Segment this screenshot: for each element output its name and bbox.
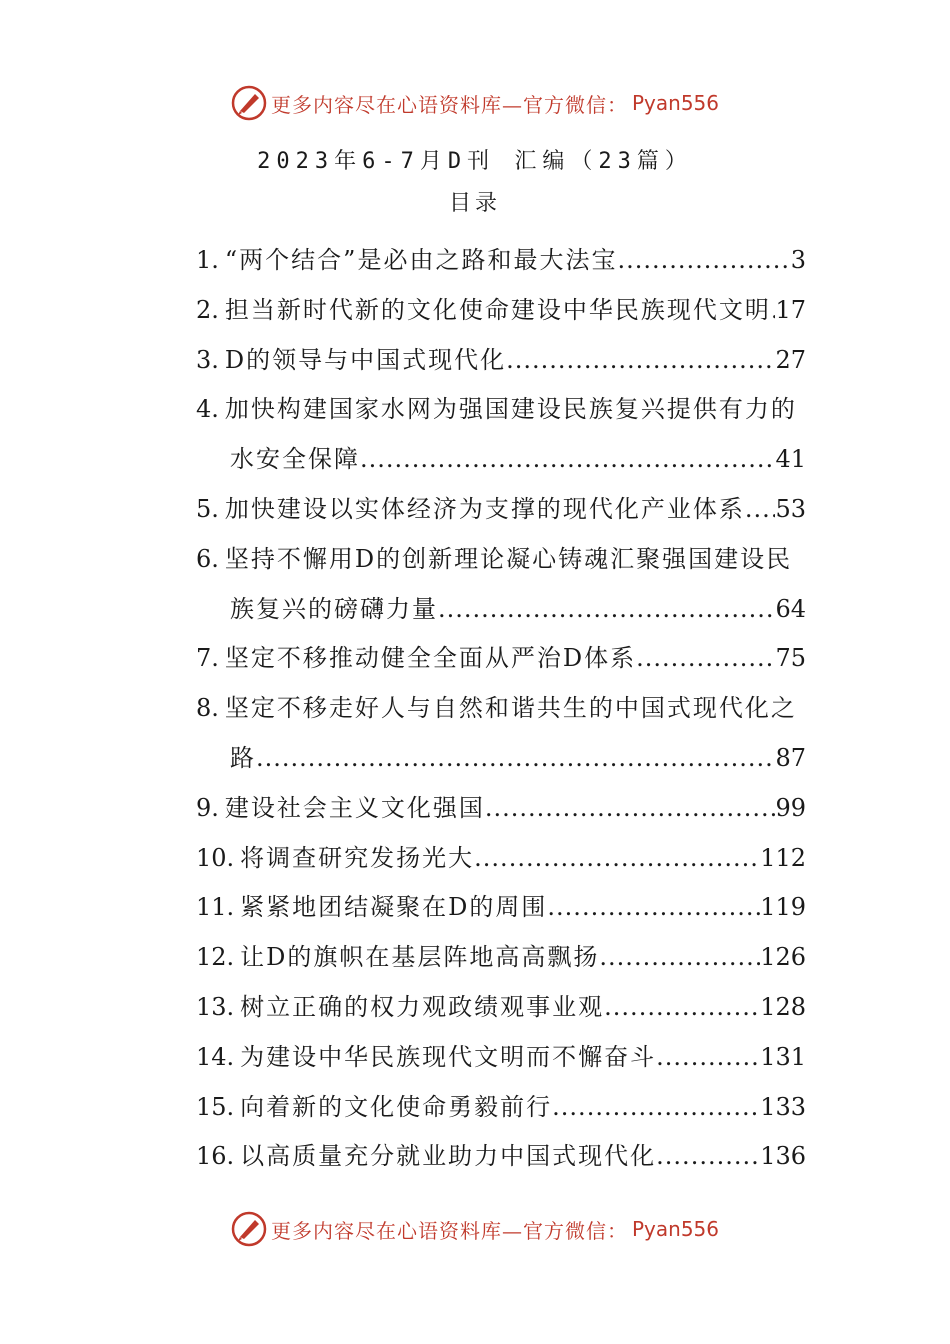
toc-item-page-number: 99 — [775, 793, 806, 822]
toc-item[interactable] — [196, 1083, 806, 1133]
toc-item[interactable] — [196, 535, 806, 585]
toc-item-number: 10. — [196, 843, 235, 872]
toc-item-number: 4. — [196, 395, 219, 424]
toc-item-title: 树立正确的权力观政绩观事业观 — [240, 992, 605, 1021]
toc-dot-leader — [656, 1132, 760, 1182]
toc-item-number: 16. — [196, 1142, 235, 1171]
toc-item-number: 12. — [196, 943, 235, 972]
toc-item-title: 坚持不懈用D的创新理论凝心铸魂汇聚强国建设民 — [224, 544, 793, 573]
toc-dot-leader — [636, 634, 775, 684]
header-watermark — [0, 84, 950, 122]
toc-item-page-number: 27 — [775, 345, 806, 374]
toc-heading: 目录 — [448, 191, 501, 216]
toc-item[interactable] — [196, 734, 806, 784]
toc-item[interactable] — [196, 385, 806, 435]
toc-item-page-number: 64 — [775, 594, 806, 623]
toc-dot-leader — [552, 1083, 760, 1133]
toc-dot-leader — [485, 784, 776, 834]
toc-item-title: “两个结合”是必由之路和最大法宝 — [224, 246, 618, 274]
toc-item-number: 13. — [196, 992, 235, 1021]
toc-item-number: 3. — [196, 345, 219, 374]
toc-item-title: 坚定不移走好人与自然和谐共生的中国式现代化之 — [224, 694, 797, 723]
toc-item[interactable] — [196, 286, 806, 336]
toc-item-page-number: 53 — [775, 494, 806, 523]
watermark-wechat-id: Pyan556 — [631, 1217, 719, 1241]
toc-item-page-number: 3 — [790, 246, 806, 274]
toc-item[interactable] — [196, 435, 806, 485]
toc-item-title: 紧紧地团结凝聚在D的周围 — [240, 893, 548, 922]
toc-item-page-number: 126 — [760, 943, 806, 972]
toc-item-page-number: 128 — [760, 992, 806, 1021]
toc-item-number: 2. — [196, 295, 219, 324]
toc-item-number: 9. — [196, 793, 219, 822]
toc-item-title: 水安全保障 — [230, 445, 360, 474]
toc-item-title: 建设社会主义文化强国 — [224, 793, 485, 822]
toc-dot-leader — [604, 983, 760, 1033]
toc-item-title: 向着新的文化使命勇毅前行 — [240, 1092, 553, 1121]
toc-item-number: 15. — [196, 1092, 235, 1121]
toc-item-title: 让D的旗帜在基层阵地高高飘扬 — [240, 943, 600, 972]
toc-dot-leader — [745, 485, 776, 535]
toc-item[interactable] — [196, 485, 806, 535]
pen-logo-icon — [231, 85, 267, 121]
footer-watermark — [0, 1210, 950, 1248]
toc-item-number: 7. — [196, 644, 219, 673]
table-of-contents — [196, 236, 806, 1182]
toc-item-title: 将调查研究发扬光大 — [240, 843, 475, 872]
toc-item-page-number: 112 — [760, 843, 806, 872]
toc-dot-leader — [599, 933, 760, 983]
toc-item-title: 以高质量充分就业助力中国式现代化 — [240, 1142, 657, 1171]
toc-item[interactable] — [196, 684, 806, 734]
toc-item[interactable] — [196, 634, 806, 684]
toc-item[interactable] — [196, 933, 806, 983]
toc-dot-leader — [656, 1033, 760, 1083]
toc-item-page-number: 133 — [760, 1092, 806, 1121]
toc-item[interactable] — [196, 784, 806, 834]
toc-item-title: D的领导与中国式现代化 — [224, 345, 507, 374]
toc-item-page-number: 119 — [760, 893, 806, 922]
toc-item[interactable] — [196, 1033, 806, 1083]
watermark-text: 更多内容尽在心语资料库—官方微信： — [270, 1218, 628, 1243]
toc-item-title: 加快建设以实体经济为支撑的现代化产业体系 — [224, 494, 745, 523]
toc-item-number: 14. — [196, 1042, 235, 1071]
toc-item-page-number: 17 — [775, 295, 806, 324]
document-title: 2023年6-7月D刊 汇编（23篇） — [257, 149, 693, 174]
toc-item-number: 8. — [196, 694, 219, 723]
toc-item-number: 11. — [196, 893, 235, 922]
toc-item-page-number: 41 — [775, 445, 806, 474]
toc-item-title: 加快构建国家水网为强国建设民族复兴提供有力的 — [224, 395, 797, 424]
toc-dot-leader — [474, 834, 760, 884]
toc-item-page-number: 75 — [775, 644, 806, 673]
toc-item-number: 5. — [196, 494, 219, 523]
toc-dot-leader — [360, 435, 775, 485]
toc-item[interactable] — [196, 834, 806, 884]
toc-item[interactable] — [196, 983, 806, 1033]
toc-dot-leader — [617, 236, 790, 286]
toc-item-number: 1. — [196, 246, 219, 274]
toc-item-title: 为建设中华民族现代文明而不懈奋斗 — [240, 1042, 657, 1071]
toc-dot-leader — [438, 585, 775, 635]
toc-item-page-number: 87 — [775, 743, 806, 772]
toc-item-title: 坚定不移推动健全全面从严治D体系 — [224, 644, 637, 673]
toc-item[interactable] — [196, 236, 806, 286]
toc-dot-leader — [506, 336, 775, 386]
toc-item-number: 6. — [196, 544, 219, 573]
watermark-wechat-id: Pyan556 — [631, 91, 719, 115]
toc-item[interactable] — [196, 336, 806, 386]
toc-item[interactable] — [196, 585, 806, 635]
toc-item-title: 担当新时代新的文化使命建设中华民族现代文明 — [224, 295, 771, 324]
pen-logo-icon — [231, 1211, 267, 1247]
toc-item[interactable] — [196, 883, 806, 933]
toc-dot-leader — [547, 883, 760, 933]
toc-item-page-number: 131 — [760, 1042, 806, 1071]
toc-item-title: 路 — [230, 743, 256, 772]
toc-item-page-number: 136 — [760, 1142, 806, 1171]
toc-dot-leader — [256, 734, 775, 784]
toc-item[interactable] — [196, 1132, 806, 1182]
toc-item-title: 族复兴的磅礴力量 — [230, 594, 438, 623]
watermark-text: 更多内容尽在心语资料库—官方微信： — [270, 92, 628, 117]
